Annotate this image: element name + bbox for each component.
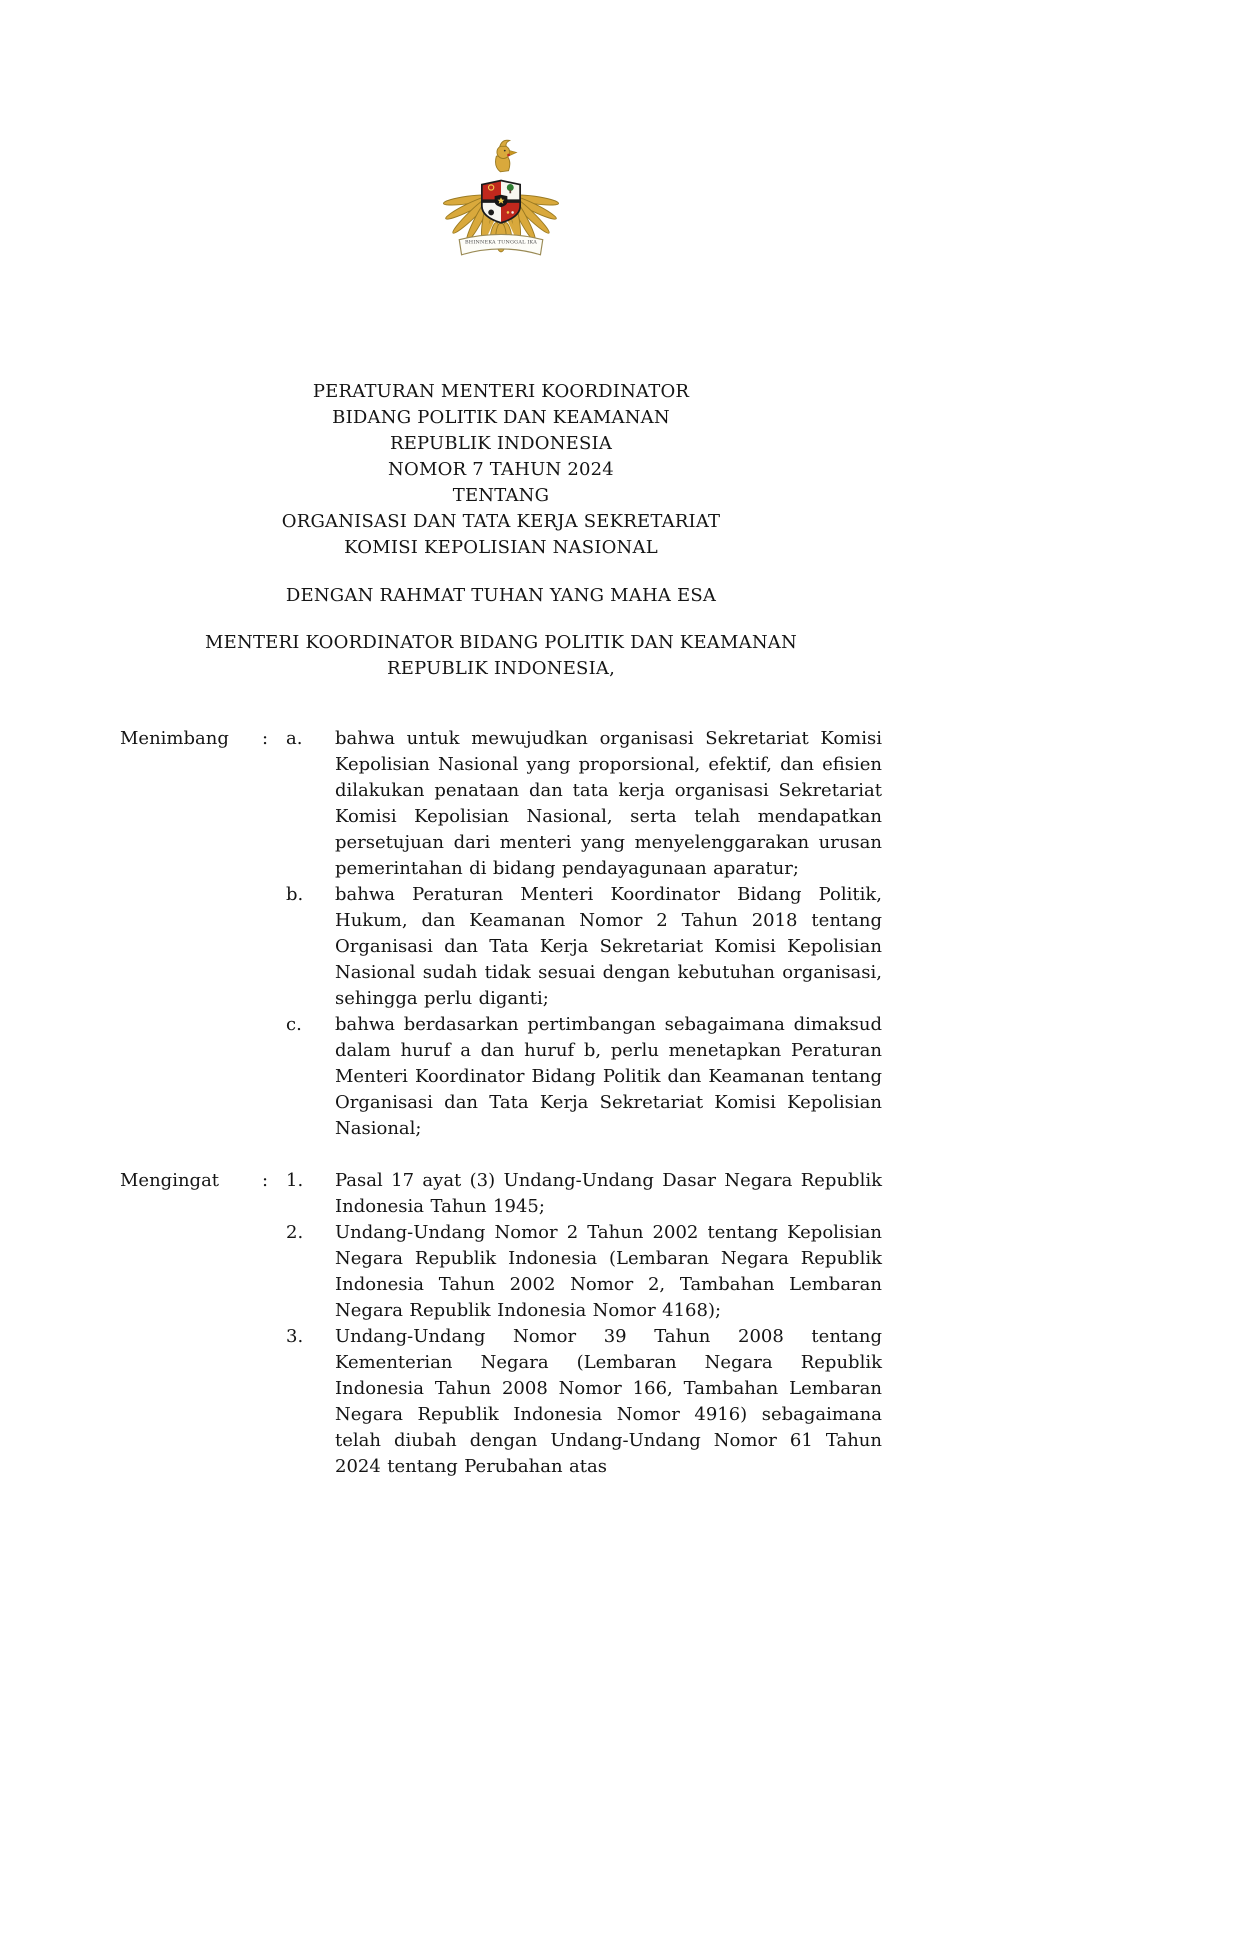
title-line-1: PERATURAN MENTERI KOORDINATOR [312,381,690,402]
mengingat-items [286,1168,882,1480]
emblem-motto-text: BHINNEKA TUNGGAL IKA [464,239,538,246]
mengingat-section [120,1168,882,1480]
menimbang-item-a [286,726,882,882]
item-marker: 1. [286,1170,304,1191]
menimbang-item-b [286,882,882,1012]
mengingat-colon: : [262,1170,269,1191]
item-text: bahwa untuk mewujudkan organisasi Sekretariat Komisi Kepolisian Nasional yang proporsional, efektif, dan efisien dilakukan penataan dan tata kerja organisasi Sekretariat Komisi Kepolisian Nasional, serta telah mendapatkan persetujuan dari menteri yang menyelenggarakan urusan pemerintahan di bidang pendayagunaan aparatur; [335,728,882,879]
issuing-authority [120,630,882,682]
menimbang-colon: : [262,728,269,749]
item-marker: c. [286,1014,302,1035]
menimbang-section [120,726,882,1142]
title-line-6: ORGANISASI DAN TATA KERJA SEKRETARIAT [281,511,721,532]
document-content [120,0,882,1480]
mengingat-item-3 [286,1324,882,1480]
item-text: bahwa Peraturan Menteri Koordinator Bidang Politik, Hukum, dan Keamanan Nomor 2 Tahun 2018 tentang Organisasi dan Tata Kerja Sekretariat Komisi Kepolisian Nasional sudah tidak sesuai dengan kebutuhan organisasi, sehingga perlu diganti; [335,884,882,1009]
menimbang-items [286,726,882,1142]
title-line-2: BIDANG POLITIK DAN KEAMANAN [332,407,670,428]
item-text: Pasal 17 ayat (3) Undang-Undang Dasar Negara Republik Indonesia Tahun 1945; [335,1170,882,1217]
item-text: bahwa berdasarkan pertimbangan sebagaimana dimaksud dalam huruf a dan huruf b, perlu menetapkan Peraturan Menteri Koordinator Bidang Politik dan Keamanan tentang Organisasi dan Tata Kerja Sekretariat Komisi Kepolisian Nasional; [335,1014,882,1139]
item-text: Undang-Undang Nomor 39 Tahun 2008 tentang Kementerian Negara (Lembaran Negara Republik Indonesia Tahun 2008 Nomor 166, Tambahan Lembaran Negara Republik Indonesia Nomor 4916) sebagaimana telah diubah dengan Undang-Undang Nomor 61 Tahun 2024 tentang Perubahan atas [335,1326,882,1477]
regulation-title [120,379,882,561]
item-marker: a. [286,728,303,749]
item-marker: 3. [286,1326,304,1347]
garuda-pancasila-emblem [443,126,559,271]
mengingat-label: Mengingat [120,1170,220,1191]
emblem-eye [504,150,506,152]
title-line-7: KOMISI KEPOLISIAN NASIONAL [344,537,658,558]
emblem-container [120,126,882,271]
preamble-clauses [120,726,882,1480]
item-marker: 2. [286,1222,304,1243]
title-line-3: REPUBLIK INDONESIA [389,433,613,454]
mengingat-item-2 [286,1220,882,1324]
menimbang-item-c [286,1012,882,1142]
authority-line-1: MENTERI KOORDINATOR BIDANG POLITIK DAN KEAMANAN [205,632,797,653]
title-line-5: TENTANG [452,485,550,506]
authority-line-2: REPUBLIK INDONESIA, [386,658,616,679]
invocation-line: DENGAN RAHMAT TUHAN YANG MAHA ESA [285,585,717,606]
emblem-wattle [507,154,510,157]
item-text: Undang-Undang Nomor 2 Tahun 2002 tentang Kepolisian Negara Republik Indonesia (Lembaran Negara Republik Indonesia Tahun 2002 Nomor 2, Tambahan Lembaran Negara Republik Indonesia Nomor 4168); [335,1222,882,1321]
emblem-beak [509,150,517,155]
menimbang-label: Menimbang [120,728,229,749]
title-line-4: NOMOR 7 TAHUN 2024 [388,459,614,480]
mengingat-item-1 [286,1168,882,1220]
item-marker: b. [286,884,304,905]
